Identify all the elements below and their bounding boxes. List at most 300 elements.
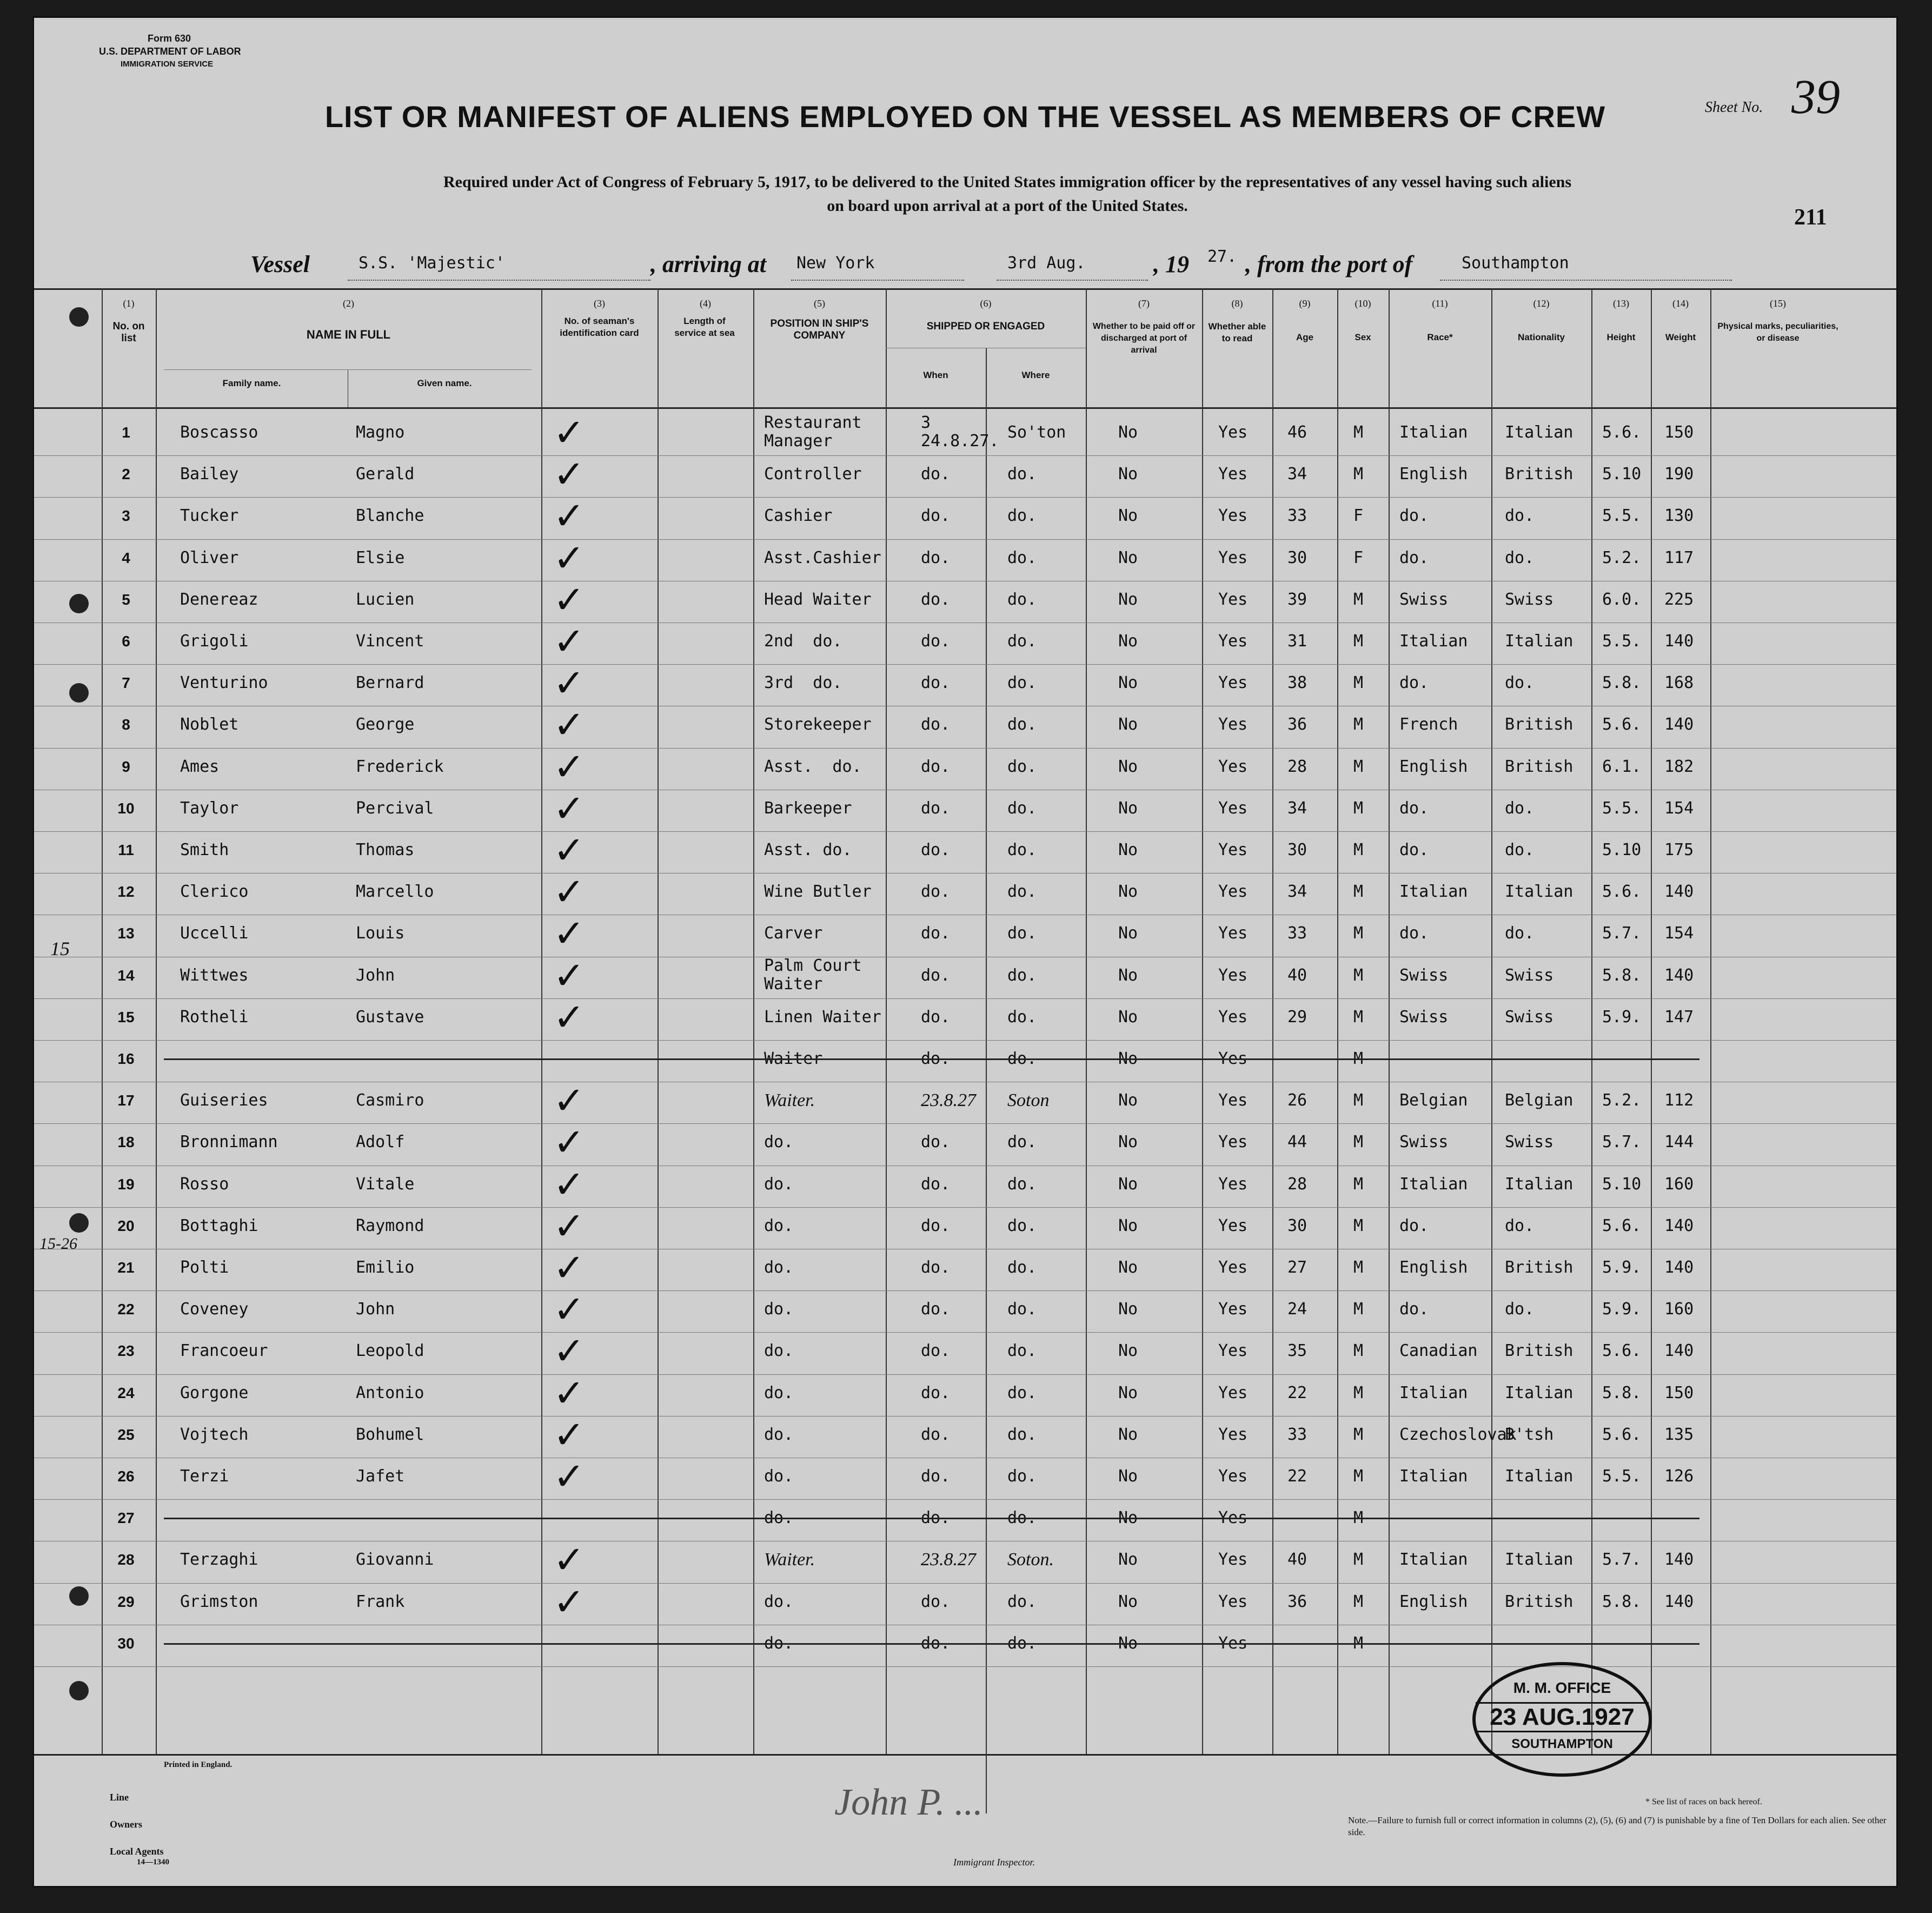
given-name: Casmiro: [356, 1091, 424, 1110]
age: 33: [1287, 1425, 1307, 1444]
given-name: Leopold: [356, 1341, 424, 1361]
given-name: Bernard: [356, 673, 424, 693]
family-name: Grimston: [180, 1592, 258, 1611]
family-name: Clerico: [180, 882, 249, 902]
check-mark-icon: ✓: [553, 870, 585, 915]
table-row: [34, 577, 1898, 623]
able-to-read: Yes: [1218, 1174, 1248, 1194]
sex: M: [1353, 632, 1364, 651]
given-name: Bohumel: [356, 1425, 424, 1444]
position: Restaurant Manager: [764, 413, 862, 451]
sex: M: [1353, 1592, 1364, 1611]
form-header: [99, 32, 241, 71]
race: do.: [1399, 798, 1429, 818]
age: 29: [1287, 1007, 1307, 1027]
age: 27: [1287, 1258, 1307, 1277]
sex: M: [1353, 715, 1364, 734]
position: Barkeeper: [764, 798, 852, 818]
row-number: 20: [117, 1217, 135, 1234]
page-subtitle: [250, 170, 1764, 218]
able-to-read: Yes: [1218, 1216, 1248, 1235]
table-row: [34, 452, 1898, 497]
given-name: Frederick: [356, 757, 444, 776]
age: 24: [1287, 1300, 1307, 1319]
row-number: 14: [117, 967, 135, 984]
position: Palm Court Waiter: [764, 956, 862, 994]
height: 5.8.: [1602, 1383, 1642, 1402]
row-number: 5: [122, 591, 130, 608]
position: do.: [764, 1300, 794, 1319]
family-name: Wittwes: [180, 965, 249, 985]
given-name: John: [356, 965, 395, 985]
row-number: 19: [117, 1175, 135, 1193]
check-mark-icon: ✓: [553, 452, 585, 497]
shipped-where: do.: [1007, 1383, 1037, 1402]
col-11-header: Race*: [1427, 332, 1453, 342]
able-to-read: Yes: [1218, 1425, 1248, 1444]
height: 6.0.: [1602, 590, 1642, 609]
able-to-read: Yes: [1218, 924, 1248, 943]
table-row: [34, 953, 1898, 998]
table-row: [34, 661, 1898, 706]
owners-label: Owners: [110, 1819, 142, 1830]
age: 34: [1287, 882, 1307, 902]
printed-in: Printed in England.: [164, 1760, 233, 1769]
row-number: 2: [122, 466, 130, 483]
check-mark-icon: ✓: [553, 744, 585, 789]
race: Italian: [1399, 423, 1468, 442]
col-15-number: (15): [1770, 298, 1786, 309]
family-name: Terzi: [180, 1467, 229, 1486]
height: 5.8.: [1602, 1592, 1642, 1611]
shipped-where: do.: [1007, 1300, 1037, 1319]
race: Italian: [1399, 1383, 1468, 1402]
race: Czechoslovak: [1399, 1425, 1517, 1444]
able-to-read: Yes: [1218, 1633, 1248, 1653]
weight: 190: [1664, 465, 1694, 484]
race: English: [1399, 1592, 1468, 1611]
given-name: Adolf: [356, 1133, 405, 1152]
weight: 135: [1664, 1425, 1694, 1444]
race: Belgian: [1399, 1091, 1468, 1110]
weight: 140: [1664, 882, 1694, 902]
check-mark-icon: ✓: [553, 1538, 585, 1583]
family-name: Coveney: [180, 1300, 249, 1319]
weight: 160: [1664, 1300, 1694, 1319]
age: 22: [1287, 1467, 1307, 1486]
shipped-when: do.: [921, 1174, 951, 1194]
col-5-header: POSITION IN SHIP'S COMPANY: [770, 318, 869, 341]
height: 5.6.: [1602, 1425, 1642, 1444]
sex: M: [1353, 1550, 1364, 1570]
check-mark-icon: ✓: [553, 1162, 585, 1207]
age: 31: [1287, 632, 1307, 651]
shipped-when: do.: [921, 1508, 951, 1528]
from-port-label: , from the port of: [1245, 251, 1413, 277]
sex: M: [1353, 1049, 1364, 1068]
penalty-note: Note.—Failure to furnish full or correct information in columns (2), (5), (6) and (7) is punishable by a fine of Ten Dollars for each alien. See other side.: [1348, 1815, 1887, 1837]
shipped-where: do.: [1007, 1007, 1037, 1027]
height: 5.9.: [1602, 1007, 1642, 1027]
given-name: Magno: [356, 423, 405, 442]
paid-off: No: [1118, 465, 1138, 484]
family-name: Tucker: [180, 506, 239, 526]
position: Waiter.: [764, 1550, 815, 1570]
able-to-read: Yes: [1218, 506, 1248, 526]
row-number: 16: [117, 1050, 135, 1067]
family-name: Noblet: [180, 715, 239, 734]
table-row: [34, 870, 1898, 915]
family-name: Uccelli: [180, 924, 249, 943]
age: 36: [1287, 715, 1307, 734]
family-name: Oliver: [180, 548, 239, 567]
shipped-when: do.: [921, 882, 951, 902]
shipped-when: do.: [921, 965, 951, 985]
col-8-header: Whether able to read: [1208, 321, 1266, 343]
age: 30: [1287, 840, 1307, 859]
nationality: Italian: [1505, 882, 1574, 902]
row-number: 12: [117, 883, 135, 901]
given-name: Jafet: [356, 1467, 405, 1486]
check-mark-icon: ✓: [553, 577, 585, 622]
height: 5.6.: [1602, 1341, 1642, 1361]
position: do.: [764, 1425, 794, 1444]
col-2a-header: Family name.: [222, 378, 281, 388]
shipped-where: do.: [1007, 798, 1037, 818]
age: 39: [1287, 590, 1307, 609]
strike-through-line: [164, 1058, 1699, 1060]
shipped-where: do.: [1007, 1341, 1037, 1361]
col-11-number: (11): [1432, 298, 1448, 309]
shipped-where: do.: [1007, 715, 1037, 734]
race: Swiss: [1399, 1007, 1449, 1027]
family-name: Bottaghi: [180, 1216, 258, 1235]
sex: M: [1353, 840, 1364, 859]
weight: 140: [1664, 1592, 1694, 1611]
vessel-name: S.S. 'Majestic': [358, 254, 505, 273]
shipped-where: do.: [1007, 1425, 1037, 1444]
able-to-read: Yes: [1218, 965, 1248, 985]
nationality: Italian: [1505, 1383, 1574, 1402]
age: 34: [1287, 798, 1307, 818]
given-name: Thomas: [356, 840, 415, 859]
given-name: Gustave: [356, 1007, 424, 1027]
shipped-where: do.: [1007, 1216, 1037, 1235]
shipped-when: do.: [921, 1425, 951, 1444]
row-number: 13: [117, 925, 135, 942]
table-row: [34, 619, 1898, 664]
weight: 126: [1664, 1467, 1694, 1486]
col-13-number: (13): [1613, 298, 1629, 309]
able-to-read: Yes: [1218, 590, 1248, 609]
shipped-where: do.: [1007, 840, 1037, 859]
col-14-header: Weight: [1665, 332, 1696, 342]
check-mark-icon: ✓: [553, 786, 585, 831]
weight: 140: [1664, 1258, 1694, 1277]
given-name: Raymond: [356, 1216, 424, 1235]
nationality: British: [1505, 1592, 1574, 1611]
col-1-header: No. on list: [112, 321, 145, 344]
age: 33: [1287, 506, 1307, 526]
able-to-read: Yes: [1218, 1091, 1248, 1110]
given-name: Antonio: [356, 1383, 424, 1402]
height: 5.7.: [1602, 1133, 1642, 1152]
sex: M: [1353, 1007, 1364, 1027]
height: 5.8.: [1602, 673, 1642, 693]
table-row: [34, 1078, 1898, 1123]
able-to-read: Yes: [1218, 1300, 1248, 1319]
arrival-port: New York: [796, 254, 875, 273]
nationality: B'tsh: [1505, 1425, 1554, 1444]
height: 5.2.: [1602, 1091, 1642, 1110]
check-mark-icon: ✓: [553, 619, 585, 664]
family-name: Bailey: [180, 465, 239, 484]
shipped-where: do.: [1007, 1133, 1037, 1152]
given-name: George: [356, 715, 415, 734]
given-name: Giovanni: [356, 1550, 434, 1570]
margin-note: 15-26: [39, 1235, 77, 1253]
table-row: [34, 703, 1898, 747]
shipped-when: do.: [921, 798, 951, 818]
paid-off: No: [1118, 1508, 1138, 1528]
nationality: Belgian: [1505, 1091, 1574, 1110]
race: English: [1399, 757, 1468, 776]
able-to-read: Yes: [1218, 1049, 1248, 1068]
table-row: [34, 828, 1898, 873]
given-name: Elsie: [356, 548, 405, 567]
table-row: [34, 911, 1898, 956]
check-mark-icon: ✓: [553, 411, 585, 455]
family-name: Smith: [180, 840, 229, 859]
age: 35: [1287, 1341, 1307, 1361]
paid-off: No: [1118, 1174, 1138, 1194]
inspector-label: Immigrant Inspector.: [953, 1857, 1035, 1868]
check-mark-icon: ✓: [553, 1246, 585, 1290]
family-name: Bronnimann: [180, 1133, 278, 1152]
row-divider: [34, 1666, 1898, 1667]
table-row: [34, 1120, 1898, 1165]
shipped-where: do.: [1007, 1508, 1037, 1528]
given-name: Blanche: [356, 506, 424, 526]
table-row: [34, 1162, 1898, 1207]
shipped-where: do.: [1007, 590, 1037, 609]
weight: 140: [1664, 1216, 1694, 1235]
shipped-when: 23.8.27: [921, 1550, 976, 1570]
given-name: Lucien: [356, 590, 415, 609]
height: 5.7.: [1602, 924, 1642, 943]
row-number: 7: [122, 674, 130, 692]
weight: 140: [1664, 1341, 1694, 1361]
table-row: [34, 494, 1898, 539]
table-row: [34, 1625, 1898, 1666]
race: Italian: [1399, 1467, 1468, 1486]
page-title: LIST OR MANIFEST OF ALIENS EMPLOYED ON THE VESSEL AS MEMBERS OF CREW: [324, 100, 1606, 134]
shipped-when: do.: [921, 590, 951, 609]
able-to-read: Yes: [1218, 757, 1248, 776]
table-row: [34, 1329, 1898, 1374]
height: 5.10: [1602, 840, 1642, 859]
position: do.: [764, 1216, 794, 1235]
table-row: [34, 535, 1898, 581]
weight: 140: [1664, 1550, 1694, 1570]
paid-off: No: [1118, 590, 1138, 609]
check-mark-icon: ✓: [553, 1078, 585, 1123]
race: do.: [1399, 1300, 1429, 1319]
given-name: Frank: [356, 1592, 405, 1611]
service: IMMIGRATION SERVICE: [121, 59, 214, 69]
shipped-where: do.: [1007, 465, 1037, 484]
able-to-read: Yes: [1218, 423, 1248, 442]
given-name: Emilio: [356, 1258, 415, 1277]
race: Swiss: [1399, 965, 1449, 985]
position: do.: [764, 1467, 794, 1486]
col-15-header: Physical marks, peculiarities, or disease: [1717, 322, 1838, 343]
page-number: 211: [1794, 205, 1827, 230]
shipped-when: do.: [921, 757, 951, 776]
sex: M: [1353, 1383, 1364, 1402]
sex: M: [1353, 1508, 1364, 1528]
department: U.S. DEPARTMENT OF LABOR: [99, 46, 241, 57]
able-to-read: Yes: [1218, 840, 1248, 859]
col-3-number: (3): [594, 298, 605, 309]
paid-off: No: [1118, 1467, 1138, 1486]
race: do.: [1399, 673, 1429, 693]
able-to-read: Yes: [1218, 1007, 1248, 1027]
able-to-read: Yes: [1218, 1467, 1248, 1486]
shipped-when: do.: [921, 924, 951, 943]
col-6b-header: Where: [1021, 370, 1050, 380]
family-name: Guiseries: [180, 1091, 268, 1110]
col-7-number: (7): [1138, 298, 1150, 309]
shipped-where: do.: [1007, 673, 1037, 693]
shipped-when: do.: [921, 1007, 951, 1027]
nationality: Swiss: [1505, 1133, 1554, 1152]
paid-off: No: [1118, 1341, 1138, 1361]
check-mark-icon: ✓: [553, 1579, 585, 1624]
race: Swiss: [1399, 1133, 1449, 1152]
nationality: Italian: [1505, 423, 1574, 442]
punch-hole: [69, 594, 89, 613]
form-number: Form 630: [148, 33, 191, 44]
age: 44: [1287, 1133, 1307, 1152]
shipped-where: do.: [1007, 1049, 1037, 1068]
weight: 175: [1664, 840, 1694, 859]
sex: M: [1353, 757, 1364, 776]
able-to-read: Yes: [1218, 798, 1248, 818]
race: Italian: [1399, 1174, 1468, 1194]
family-name: Grigoli: [180, 632, 249, 651]
strike-through-line: [164, 1643, 1699, 1645]
given-name: John: [356, 1300, 395, 1319]
nationality: Swiss: [1505, 965, 1554, 985]
punch-hole: [69, 1681, 89, 1700]
able-to-read: Yes: [1218, 1383, 1248, 1402]
stamp-line-3: SOUTHAMPTON: [1511, 1737, 1613, 1751]
nationality: Swiss: [1505, 590, 1554, 609]
check-mark-icon: ✓: [553, 703, 585, 747]
race: Canadian: [1399, 1341, 1478, 1361]
paid-off: No: [1118, 423, 1138, 442]
family-name: Rotheli: [180, 1007, 249, 1027]
able-to-read: Yes: [1218, 1341, 1248, 1361]
col-8-number: (8): [1231, 298, 1243, 309]
paid-off: No: [1118, 715, 1138, 734]
position: do.: [764, 1133, 794, 1152]
sex: M: [1353, 673, 1364, 693]
margin-note: 15: [50, 938, 70, 959]
stamp-line-1: M. M. OFFICE: [1513, 1679, 1611, 1696]
paid-off: No: [1118, 1300, 1138, 1319]
given-name: Marcello: [356, 882, 434, 902]
row-number: 9: [122, 758, 130, 775]
paid-off: No: [1118, 798, 1138, 818]
shipped-when: do.: [921, 1467, 951, 1486]
age: 33: [1287, 924, 1307, 943]
col-3-header: No. of seaman's identification card: [560, 316, 639, 338]
position: Asst. do.: [764, 840, 852, 859]
sex: M: [1353, 1133, 1364, 1152]
height: 5.10: [1602, 1174, 1642, 1194]
row-number: 1: [122, 424, 130, 441]
age: 34: [1287, 465, 1307, 484]
nationality: do.: [1505, 1216, 1535, 1235]
row-number: 29: [117, 1593, 135, 1610]
table-row: [34, 1371, 1898, 1416]
paid-off: No: [1118, 1633, 1138, 1653]
shipped-where: do.: [1007, 506, 1037, 526]
table-row: [34, 1203, 1898, 1249]
sex: M: [1353, 798, 1364, 818]
weight: 130: [1664, 506, 1694, 526]
col-14-number: (14): [1672, 298, 1689, 309]
paid-off: No: [1118, 882, 1138, 902]
row-number: 10: [117, 799, 135, 817]
position: Wine Butler: [764, 882, 872, 902]
able-to-read: Yes: [1218, 715, 1248, 734]
shipped-when: do.: [921, 840, 951, 859]
shipped-where: do.: [1007, 1633, 1037, 1653]
family-name: Polti: [180, 1258, 229, 1277]
sex: M: [1353, 1216, 1364, 1235]
check-mark-icon: ✓: [553, 911, 585, 956]
shipped-when: do.: [921, 1133, 951, 1152]
age: 40: [1287, 1550, 1307, 1570]
race: do.: [1399, 548, 1429, 567]
col-2-header: NAME IN FULL: [306, 328, 391, 341]
race: English: [1399, 1258, 1468, 1277]
nationality: Italian: [1505, 1174, 1574, 1194]
check-mark-icon: ✓: [553, 1287, 585, 1332]
age: 46: [1287, 423, 1307, 442]
position: do.: [764, 1174, 794, 1194]
table-row: [34, 744, 1898, 790]
nationality: British: [1505, 1258, 1574, 1277]
paid-off: No: [1118, 1383, 1138, 1402]
height: 5.7.: [1602, 1550, 1642, 1570]
col-12-header: Nationality: [1518, 332, 1565, 342]
sex: M: [1353, 423, 1364, 442]
paid-off: No: [1118, 924, 1138, 943]
nationality: do.: [1505, 548, 1535, 567]
nationality: do.: [1505, 1300, 1535, 1319]
col-2b-header: Given name.: [417, 378, 472, 388]
shipped-where: do.: [1007, 1592, 1037, 1611]
races-note: * See list of races on back hereof.: [1645, 1797, 1762, 1806]
paid-off: No: [1118, 1049, 1138, 1068]
weight: 112: [1664, 1091, 1694, 1110]
able-to-read: Yes: [1218, 882, 1248, 902]
weight: 140: [1664, 715, 1694, 734]
